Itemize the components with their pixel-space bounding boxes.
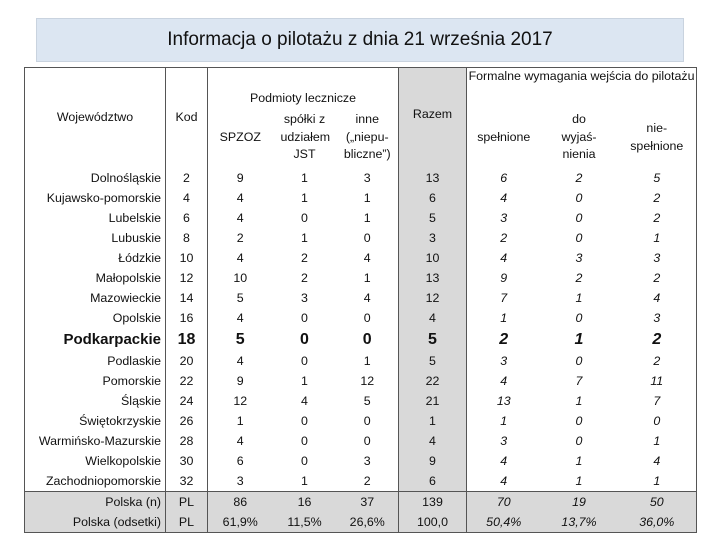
header-niespelnione: nie-spełnione: [618, 108, 697, 168]
cell-do-wyjasnienia: 0: [575, 210, 583, 225]
cell-kod: 2: [166, 168, 208, 188]
table-row: [25, 248, 697, 268]
table-row: [25, 451, 697, 471]
cell-spelnione: 4: [500, 250, 508, 265]
cell-niespelnione: 4: [618, 451, 697, 471]
cell-do-wyjasnienia: 1: [574, 330, 584, 348]
cell-niespelnione: 2: [618, 268, 697, 288]
cell-spzoz: 9: [236, 373, 244, 388]
cell-kod: 26: [166, 411, 208, 431]
cell-spolki: 0: [300, 330, 309, 348]
cell-wojewodztwo: Wielkopolskie: [25, 451, 166, 471]
cell-kod: 10: [166, 248, 208, 268]
cell-wojewodztwo: Łódzkie: [25, 248, 166, 268]
cell-inne: 26,6%: [337, 512, 399, 533]
cell-wojewodztwo: Lubuskie: [25, 228, 166, 248]
cell-niespelnione: 2: [618, 188, 697, 208]
cell-spolki: 16: [273, 491, 337, 512]
cell-spzoz: 6: [236, 453, 244, 468]
cell-spzoz: 86: [208, 491, 273, 512]
cell-spelnione: 9: [500, 270, 508, 285]
cell-inne: 4: [363, 250, 371, 265]
cell-wojewodztwo: Podkarpackie: [25, 328, 166, 351]
header-podmioty: Podmioty lecznicze: [208, 68, 399, 108]
cell-spelnione: 4: [500, 373, 508, 388]
cell-spzoz: 10: [233, 270, 248, 285]
cell-do-wyjasnienia: 2: [575, 170, 583, 185]
cell-inne: 37: [337, 491, 399, 512]
cell-razem: 13: [399, 268, 467, 288]
cell-spzoz: 3: [236, 473, 244, 488]
cell-wojewodztwo: Małopolskie: [25, 268, 166, 288]
cell-do-wyjasnienia: 13,7%: [541, 512, 618, 533]
cell-spolki: 0: [301, 433, 308, 448]
cell-razem: 139: [399, 491, 467, 512]
cell-spolki: 0: [301, 353, 308, 368]
cell-kod: 24: [166, 391, 208, 411]
cell-niespelnione: 2: [618, 328, 697, 351]
cell-spolki: 11,5%: [273, 512, 337, 533]
cell-do-wyjasnienia: 0: [575, 190, 583, 205]
cell-spolki: 0: [301, 453, 308, 468]
cell-niespelnione: 11: [618, 371, 697, 391]
table-row: [25, 188, 697, 208]
table-row: [25, 351, 697, 371]
cell-spolki: 4: [301, 393, 308, 408]
header-spolki: spółki z udziałem JST: [280, 111, 331, 162]
cell-wojewodztwo: Lubelskie: [25, 208, 166, 228]
cell-kod: 12: [166, 268, 208, 288]
cell-niespelnione: 3: [618, 248, 697, 268]
cell-spolki: 0: [301, 413, 308, 428]
table-row: [25, 168, 697, 188]
cell-spzoz: 9: [236, 170, 244, 185]
cell-niespelnione: 2: [618, 351, 697, 371]
cell-spolki: 3: [301, 290, 308, 305]
cell-razem: 22: [399, 371, 467, 391]
cell-inne: 0: [362, 330, 372, 348]
table-row: [25, 268, 697, 288]
table-row: [25, 371, 697, 391]
cell-spolki: 2: [301, 270, 308, 285]
cell-kod: 16: [166, 308, 208, 328]
cell-kod: 6: [166, 208, 208, 228]
cell-niespelnione: 50: [618, 491, 697, 512]
cell-spolki: 1: [301, 230, 308, 245]
cell-do-wyjasnienia: 2: [575, 270, 583, 285]
cell-spelnione: 7: [500, 290, 508, 305]
cell-spolki: 1: [301, 190, 308, 205]
cell-spzoz: 4: [236, 433, 244, 448]
cell-do-wyjasnienia: 7: [575, 373, 583, 388]
header-formalne: Formalne wymagania wejścia do pilotażu: [467, 68, 697, 108]
cell-wojewodztwo: Warmińsko-Mazurskie: [25, 431, 166, 451]
cell-wojewodztwo: Mazowieckie: [25, 288, 166, 308]
cell-spzoz: 12: [233, 393, 248, 408]
cell-niespelnione: 1: [618, 228, 697, 248]
table-row: [25, 411, 697, 431]
cell-spzoz: 4: [236, 210, 244, 225]
cell-spelnione: 13: [496, 393, 511, 408]
cell-razem: 9: [399, 451, 467, 471]
cell-wojewodztwo: Polska (n): [25, 491, 166, 512]
cell-wojewodztwo: Opolskie: [25, 308, 166, 328]
cell-niespelnione: 1: [618, 431, 697, 451]
cell-niespelnione: 2: [618, 208, 697, 228]
cell-kod: 32: [166, 471, 208, 492]
table-row: [25, 431, 697, 451]
cell-inne: 4: [363, 290, 371, 305]
cell-spzoz: 2: [236, 230, 244, 245]
cell-kod: 20: [166, 351, 208, 371]
cell-niespelnione: 5: [618, 168, 697, 188]
cell-niespelnione: 7: [618, 391, 697, 411]
header-kod: Kod: [166, 68, 208, 168]
cell-inne: 5: [363, 393, 371, 408]
table-row: [25, 208, 697, 228]
cell-inne: 1: [363, 210, 371, 225]
cell-spelnione: 1: [500, 413, 508, 428]
cell-do-wyjasnienia: 0: [575, 310, 583, 325]
cell-kod: 14: [166, 288, 208, 308]
cell-niespelnione: 1: [618, 471, 697, 492]
cell-razem: 12: [399, 288, 467, 308]
cell-wojewodztwo: Świętokrzyskie: [25, 411, 166, 431]
cell-spolki: 1: [301, 170, 308, 185]
cell-razem: 4: [399, 308, 467, 328]
cell-do-wyjasnienia: 0: [575, 433, 583, 448]
cell-do-wyjasnienia: 3: [575, 250, 583, 265]
cell-niespelnione: 0: [618, 411, 697, 431]
cell-do-wyjasnienia: 1: [575, 290, 583, 305]
cell-do-wyjasnienia: 0: [575, 353, 583, 368]
summary-row: [25, 512, 697, 533]
cell-do-wyjasnienia: 19: [541, 491, 618, 512]
cell-spelnione: 70: [467, 491, 541, 512]
cell-spzoz: 4: [236, 190, 244, 205]
table-row: [25, 228, 697, 248]
cell-razem: 13: [399, 168, 467, 188]
cell-kod: PL: [166, 512, 208, 533]
cell-spolki: 0: [301, 210, 308, 225]
cell-spelnione: 2: [500, 230, 508, 245]
cell-wojewodztwo: Kujawsko-pomorskie: [25, 188, 166, 208]
cell-spelnione: 3: [500, 353, 508, 368]
cell-spolki: 1: [301, 373, 308, 388]
cell-inne: 1: [363, 353, 371, 368]
header-wojewodztwo: Województwo: [25, 68, 166, 168]
cell-spelnione: 3: [500, 210, 508, 225]
cell-inne: 3: [363, 170, 371, 185]
cell-inne: 0: [363, 413, 371, 428]
cell-spzoz: 1: [236, 413, 244, 428]
cell-razem: 6: [399, 188, 467, 208]
cell-inne: 0: [363, 310, 371, 325]
cell-spelnione: 2: [499, 330, 509, 348]
cell-niespelnione: 36,0%: [618, 512, 697, 533]
cell-do-wyjasnienia: 1: [575, 473, 583, 488]
cell-spzoz: 5: [236, 290, 244, 305]
cell-inne: 3: [363, 453, 371, 468]
cell-inne: 0: [363, 433, 371, 448]
cell-razem: 4: [399, 431, 467, 451]
cell-do-wyjasnienia: 1: [575, 453, 583, 468]
cell-wojewodztwo: Dolnośląskie: [25, 168, 166, 188]
cell-do-wyjasnienia: 0: [575, 413, 583, 428]
cell-razem: 1: [399, 411, 467, 431]
cell-wojewodztwo: Pomorskie: [25, 371, 166, 391]
cell-kod: 8: [166, 228, 208, 248]
header-inne: inne („niepu-bliczne”): [343, 111, 391, 162]
cell-razem: 10: [399, 248, 467, 268]
pilot-table: [24, 67, 697, 533]
cell-wojewodztwo: Zachodniopomorskie: [25, 471, 166, 492]
cell-spzoz: 61,9%: [208, 512, 273, 533]
cell-spelnione: 4: [500, 453, 508, 468]
cell-razem: 3: [399, 228, 467, 248]
table-row: [25, 288, 697, 308]
cell-razem: 5: [399, 208, 467, 228]
table-row: [25, 308, 697, 328]
cell-razem: 6: [399, 471, 467, 492]
cell-spzoz: 4: [236, 250, 244, 265]
header-do-wyjasnienia: do wyjaś-nienia: [561, 111, 597, 162]
cell-do-wyjasnienia: 0: [575, 230, 583, 245]
cell-spzoz: 5: [235, 330, 245, 348]
cell-wojewodztwo: Polska (odsetki): [25, 512, 166, 533]
cell-spzoz: 4: [236, 310, 244, 325]
table-row: [25, 471, 697, 492]
cell-wojewodztwo: Śląskie: [25, 391, 166, 411]
cell-do-wyjasnienia: 1: [575, 393, 583, 408]
cell-spolki: 2: [301, 250, 308, 265]
cell-razem: 100,0: [399, 512, 467, 533]
cell-kod: 22: [166, 371, 208, 391]
cell-spelnione: 6: [500, 170, 508, 185]
cell-inne: 1: [363, 270, 371, 285]
cell-spelnione: 4: [500, 190, 508, 205]
cell-kod: PL: [166, 491, 208, 512]
cell-razem: 21: [399, 391, 467, 411]
cell-kod: 28: [166, 431, 208, 451]
cell-razem: 5: [399, 328, 467, 351]
cell-kod: 30: [166, 451, 208, 471]
header-razem: Razem: [399, 68, 467, 168]
cell-inne: 0: [363, 230, 371, 245]
cell-inne: 12: [360, 373, 375, 388]
table-row: [25, 391, 697, 411]
cell-spzoz: 4: [236, 353, 244, 368]
cell-spelnione: 4: [500, 473, 508, 488]
cell-spelnione: 50,4%: [467, 512, 541, 533]
cell-niespelnione: 4: [618, 288, 697, 308]
cell-kod: 18: [166, 328, 208, 351]
table-row: [25, 328, 697, 351]
cell-wojewodztwo: Podlaskie: [25, 351, 166, 371]
cell-niespelnione: 3: [618, 308, 697, 328]
cell-spolki: 1: [301, 473, 308, 488]
cell-inne: 1: [363, 190, 371, 205]
cell-spelnione: 3: [500, 433, 508, 448]
header-spelnione: spełnione: [477, 129, 531, 144]
cell-razem: 5: [399, 351, 467, 371]
cell-kod: 4: [166, 188, 208, 208]
cell-inne: 2: [363, 473, 371, 488]
page-title: Informacja o pilotażu z dnia 21 września 2017: [36, 18, 684, 62]
cell-spolki: 0: [301, 310, 308, 325]
header-spzoz: SPZOZ: [219, 129, 261, 144]
cell-spelnione: 1: [500, 310, 508, 325]
summary-row: [25, 491, 697, 512]
